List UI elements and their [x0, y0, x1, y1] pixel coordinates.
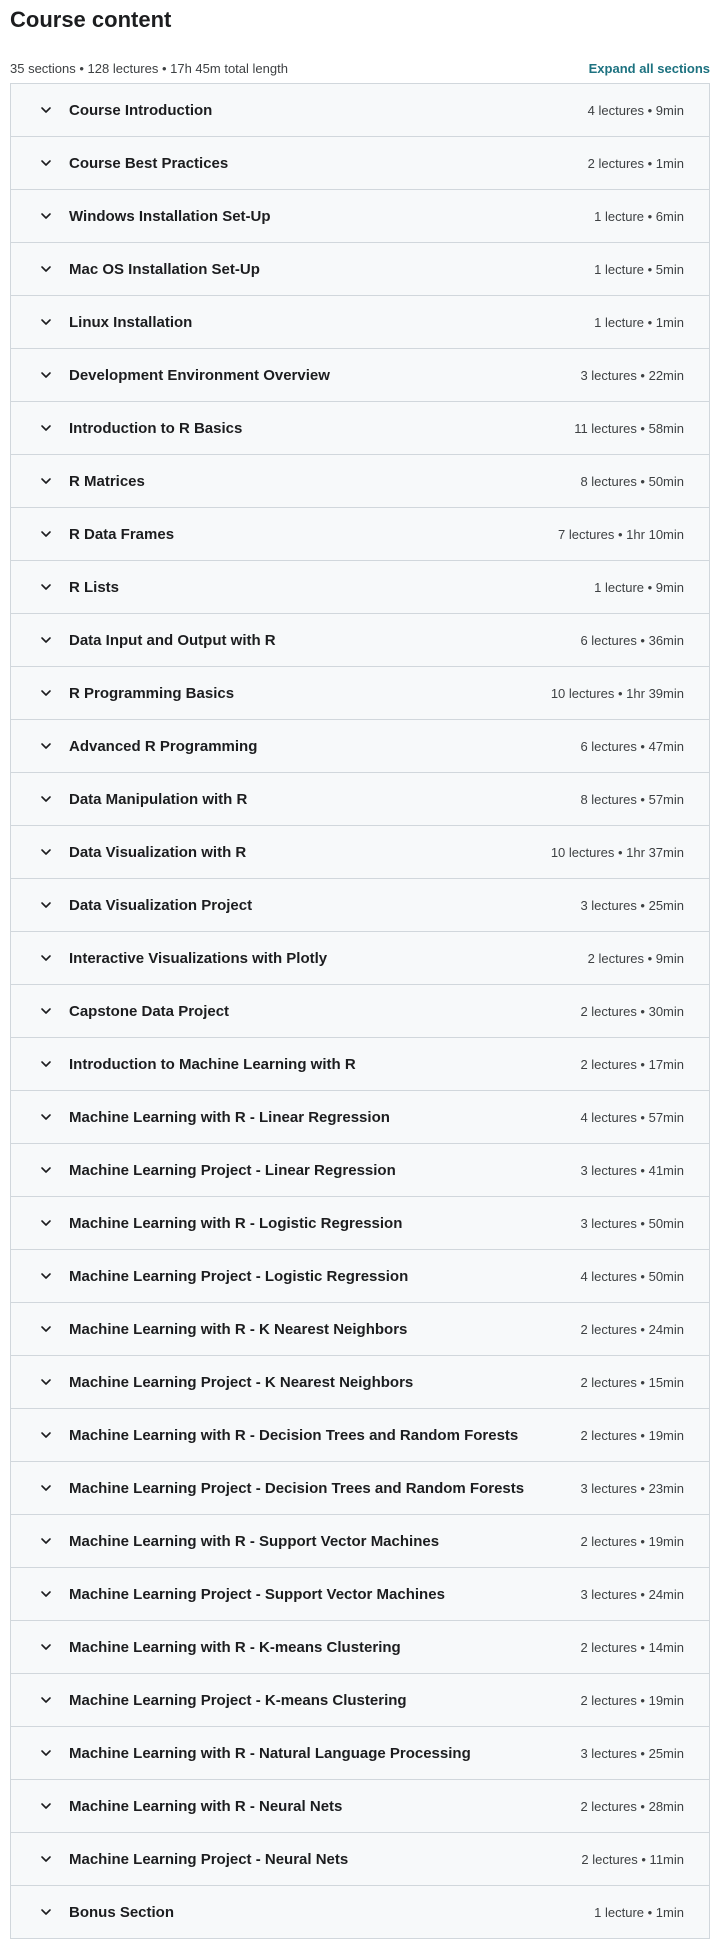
section-lecture-info: 3 lectures • 22min [580, 367, 684, 383]
section-lecture-info: 8 lectures • 50min [580, 473, 684, 489]
section-title: Introduction to R Basics [69, 419, 243, 437]
section-header[interactable] [11, 508, 709, 561]
section-title: Machine Learning with R - Logistic Regression [69, 1214, 403, 1232]
chevron-down-icon [39, 156, 53, 170]
course-summary: 35 sections • 128 lectures • 17h 45m total length [10, 61, 288, 76]
section-title: Introduction to Machine Learning with R [69, 1055, 356, 1073]
section-header[interactable] [11, 402, 709, 455]
section-lecture-info: 2 lectures • 1min [587, 155, 684, 171]
section-lecture-info: 3 lectures • 23min [580, 1480, 684, 1496]
section-lecture-info: 10 lectures • 1hr 39min [550, 685, 684, 701]
section-title: Machine Learning with R - Linear Regression [69, 1108, 390, 1126]
section-title: Machine Learning Project - K-means Clustering [69, 1691, 407, 1709]
chevron-down-icon [39, 1216, 53, 1230]
section-lecture-info: 2 lectures • 9min [587, 950, 684, 966]
section-header[interactable] [11, 1197, 709, 1250]
chevron-down-icon [39, 792, 53, 806]
section-title: Capstone Data Project [69, 1002, 230, 1020]
chevron-down-icon [39, 1693, 53, 1707]
chevron-down-icon [39, 1640, 53, 1654]
section-header[interactable] [11, 667, 709, 720]
section-lecture-info: 1 lecture • 1min [594, 314, 684, 330]
chevron-down-icon [39, 898, 53, 912]
section-title: Advanced R Programming [69, 737, 258, 755]
section-header[interactable] [11, 826, 709, 879]
sections-accordion [10, 83, 710, 1939]
course-summary-row [10, 54, 711, 83]
chevron-down-icon [39, 1269, 53, 1283]
section-lecture-info: 4 lectures • 50min [580, 1268, 684, 1284]
section-title: Data Visualization with R [69, 843, 247, 861]
section-header[interactable] [11, 84, 709, 137]
chevron-down-icon [39, 1481, 53, 1495]
section-lecture-info: 1 lecture • 1min [594, 1904, 684, 1920]
section-lecture-info: 1 lecture • 9min [594, 579, 684, 595]
section-header[interactable] [11, 879, 709, 932]
section-lecture-info: 2 lectures • 15min [580, 1374, 684, 1390]
chevron-down-icon [39, 262, 53, 276]
section-lecture-info: 1 lecture • 6min [594, 208, 684, 224]
section-lecture-info: 4 lectures • 9min [587, 102, 684, 118]
section-header[interactable] [11, 1727, 709, 1780]
section-title: Course Best Practices [69, 154, 229, 172]
section-header[interactable] [11, 932, 709, 985]
chevron-down-icon [39, 1534, 53, 1548]
section-title: R Data Frames [69, 525, 175, 543]
section-title: Windows Installation Set-Up [69, 207, 271, 225]
section-title: Machine Learning Project - K Nearest Neighbors [69, 1373, 414, 1391]
section-header[interactable] [11, 1038, 709, 1091]
section-header[interactable] [11, 1091, 709, 1144]
section-header[interactable] [11, 1568, 709, 1621]
section-lecture-info: 6 lectures • 47min [580, 738, 684, 754]
section-title: Bonus Section [69, 1903, 175, 1921]
section-lecture-info: 8 lectures • 57min [580, 791, 684, 807]
chevron-down-icon [39, 1375, 53, 1389]
chevron-down-icon [39, 845, 53, 859]
chevron-down-icon [39, 1322, 53, 1336]
section-header[interactable] [11, 243, 709, 296]
chevron-down-icon [39, 1004, 53, 1018]
section-title: Linux Installation [69, 313, 193, 331]
section-header[interactable] [11, 1833, 709, 1886]
section-title: Machine Learning Project - Decision Trees and Random Forests [69, 1479, 525, 1497]
section-header[interactable] [11, 1250, 709, 1303]
section-lecture-info: 6 lectures • 36min [580, 632, 684, 648]
section-header[interactable] [11, 561, 709, 614]
section-title: Machine Learning with R - Natural Language Processing [69, 1744, 471, 1762]
section-header[interactable] [11, 296, 709, 349]
section-title: Machine Learning with R - K Nearest Neighbors [69, 1320, 408, 1338]
section-header[interactable] [11, 720, 709, 773]
chevron-down-icon [39, 1746, 53, 1760]
chevron-down-icon [39, 1799, 53, 1813]
section-lecture-info: 2 lectures • 19min [580, 1692, 684, 1708]
section-lecture-info: 3 lectures • 25min [580, 1745, 684, 1761]
section-header[interactable] [11, 1515, 709, 1568]
chevron-down-icon [39, 951, 53, 965]
section-lecture-info: 2 lectures • 28min [580, 1798, 684, 1814]
section-header[interactable] [11, 1674, 709, 1727]
section-header[interactable] [11, 1144, 709, 1197]
section-header[interactable] [11, 137, 709, 190]
section-title: Machine Learning with R - Decision Trees and Random Forests [69, 1426, 519, 1444]
section-title: Machine Learning with R - Support Vector Machines [69, 1532, 440, 1550]
section-title: R Programming Basics [69, 684, 235, 702]
section-header[interactable] [11, 1886, 709, 1938]
section-lecture-info: 2 lectures • 14min [580, 1639, 684, 1655]
section-title: Data Input and Output with R [69, 631, 276, 649]
section-lecture-info: 7 lectures • 1hr 10min [558, 526, 684, 542]
section-lecture-info: 2 lectures • 19min [580, 1533, 684, 1549]
section-lecture-info: 3 lectures • 50min [580, 1215, 684, 1231]
section-lecture-info: 2 lectures • 19min [580, 1427, 684, 1443]
section-title: Machine Learning Project - Support Vector Machines [69, 1585, 445, 1603]
section-lecture-info: 2 lectures • 17min [580, 1056, 684, 1072]
chevron-down-icon [39, 209, 53, 223]
expand-all-sections-button[interactable]: Expand all sections [588, 61, 710, 76]
section-header[interactable] [11, 349, 709, 402]
section-header[interactable] [11, 1621, 709, 1674]
section-lecture-info: 2 lectures • 30min [580, 1003, 684, 1019]
section-title: Machine Learning Project - Linear Regression [69, 1161, 396, 1179]
section-header[interactable] [11, 1356, 709, 1409]
section-header[interactable] [11, 773, 709, 826]
chevron-down-icon [39, 1110, 53, 1124]
chevron-down-icon [39, 686, 53, 700]
section-lecture-info: 4 lectures • 57min [580, 1109, 684, 1125]
section-lecture-info: 2 lectures • 11min [581, 1851, 684, 1867]
chevron-down-icon [39, 368, 53, 382]
chevron-down-icon [39, 633, 53, 647]
section-header[interactable] [11, 1303, 709, 1356]
section-title: Course Introduction [69, 101, 213, 119]
section-lecture-info: 3 lectures • 25min [580, 897, 684, 913]
chevron-down-icon [39, 527, 53, 541]
section-title: Machine Learning Project - Logistic Regression [69, 1267, 409, 1285]
chevron-down-icon [39, 103, 53, 117]
chevron-down-icon [39, 315, 53, 329]
chevron-down-icon [39, 739, 53, 753]
section-title: Data Manipulation with R [69, 790, 248, 808]
section-title: Interactive Visualizations with Plotly [69, 949, 328, 967]
chevron-down-icon [39, 421, 53, 435]
section-lecture-info: 3 lectures • 24min [580, 1586, 684, 1602]
section-header[interactable] [11, 985, 709, 1038]
section-lecture-info: 10 lectures • 1hr 37min [550, 844, 684, 860]
section-header[interactable] [11, 614, 709, 667]
section-header[interactable] [11, 455, 709, 508]
chevron-down-icon [39, 1163, 53, 1177]
section-header[interactable] [11, 190, 709, 243]
section-lecture-info: 3 lectures • 41min [580, 1162, 684, 1178]
section-title: Mac OS Installation Set-Up [69, 260, 260, 278]
chevron-down-icon [39, 580, 53, 594]
chevron-down-icon [39, 1587, 53, 1601]
chevron-down-icon [39, 1905, 53, 1919]
chevron-down-icon [39, 474, 53, 488]
section-title: Machine Learning Project - Neural Nets [69, 1850, 349, 1868]
section-header[interactable] [11, 1462, 709, 1515]
section-title: R Lists [69, 578, 120, 596]
section-title: Development Environment Overview [69, 366, 330, 384]
chevron-down-icon [39, 1428, 53, 1442]
section-lecture-info: 11 lectures • 58min [574, 420, 684, 436]
section-header[interactable] [11, 1409, 709, 1462]
chevron-down-icon [39, 1852, 53, 1866]
section-lecture-info: 2 lectures • 24min [580, 1321, 684, 1337]
section-lecture-info: 1 lecture • 5min [594, 261, 684, 277]
page-title: Course content [10, 7, 172, 32]
section-header[interactable] [11, 1780, 709, 1833]
section-title: Machine Learning with R - Neural Nets [69, 1797, 343, 1815]
section-title: R Matrices [69, 472, 145, 490]
section-title: Machine Learning with R - K-means Clustering [69, 1638, 401, 1656]
chevron-down-icon [39, 1057, 53, 1071]
section-title: Data Visualization Project [69, 896, 253, 914]
